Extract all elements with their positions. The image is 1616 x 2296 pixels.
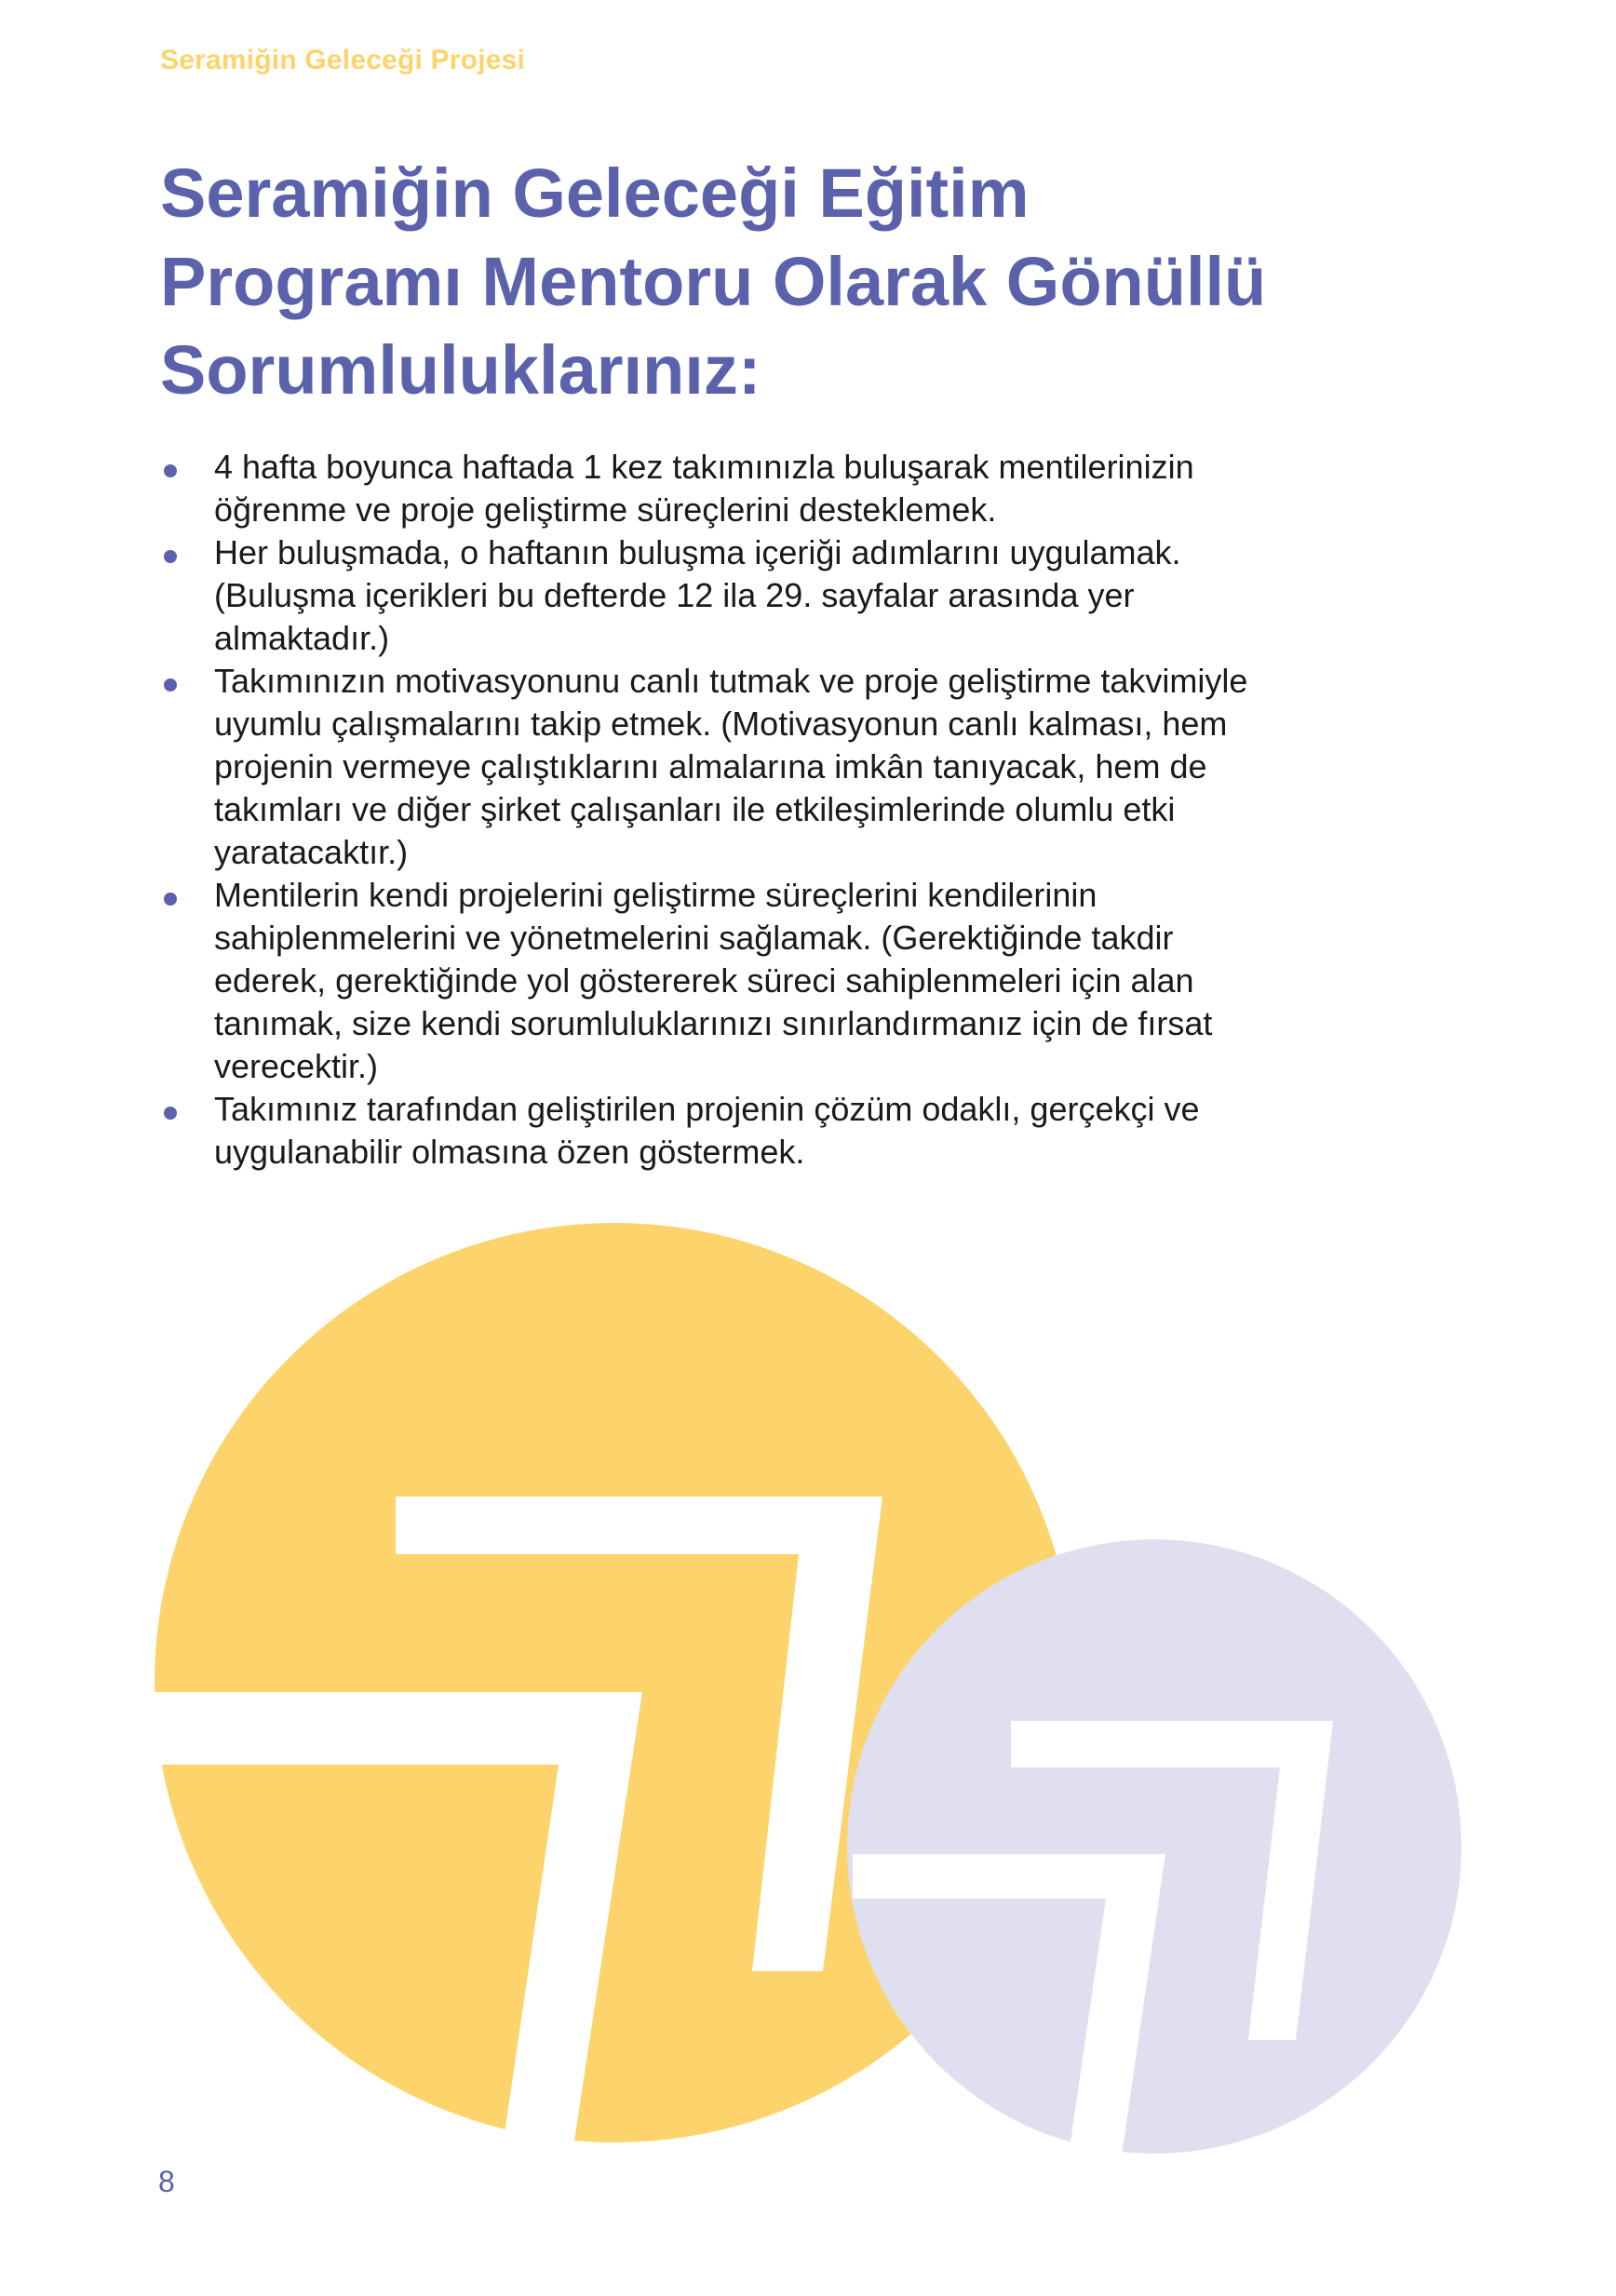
page-number: 8 <box>158 2165 175 2198</box>
responsibility-text-line: öğrenme ve proje geliştirme süreçlerini desteklemek. <box>214 490 997 529</box>
responsibility-text-line: projenin vermeye çalıştıklarını almalarına imkân tanıyacak, hem de <box>214 747 1207 785</box>
responsibility-text-line: Takımınız tarafından geliştirilen projenin çözüm odaklı, gerçekçi ve <box>214 1090 1200 1128</box>
responsibility-text-line: Her buluşmada, o haftanın buluşma içeriği adımlarını uygulamak. <box>214 533 1181 571</box>
page-title-line: Seramiğin Geleceği Eğitim <box>160 154 1030 232</box>
running-header: Seramiğin Geleceği Projesi <box>160 45 526 75</box>
responsibility-text-line: verecektir.) <box>214 1047 379 1085</box>
page-title-line: Sorumluluklarınız: <box>160 331 761 409</box>
page-title-line: Programı Mentoru Olarak Gönüllü <box>160 243 1267 320</box>
responsibility-text-line: (Buluşma içerikleri bu defterde 12 ila 29. sayfalar arasında yer <box>214 576 1135 614</box>
responsibility-text-line: 4 hafta boyunca haftada 1 kez takımınızla buluşarak mentilerinizin <box>214 448 1194 486</box>
responsibility-text-line: tanımak, size kendi sorumluluklarınızı sınırlandırmanız için de fırsat <box>214 1004 1213 1042</box>
responsibility-text-line: uyumlu çalışmalarını takip etmek. (Motivasyonun canlı kalması, hem <box>214 705 1228 743</box>
responsibility-text-line: takımları ve diğer şirket çalışanları ile etkileşimlerinde olumlu etki <box>214 790 1176 828</box>
responsibility-text-line: ederek, gerektiğinde yol göstererek süreci sahiplenmeleri için alan <box>214 961 1194 1000</box>
responsibility-text-line: Mentilerin kendi projelerini geliştirme süreçlerini kendilerinin <box>214 876 1098 914</box>
lavender-circle-shape <box>847 1539 1461 2154</box>
responsibility-text-line: Takımınızın motivasyonunu canlı tutmak ve proje geliştirme takvimiyle <box>214 662 1248 700</box>
responsibility-text-line: sahiplenmelerini ve yönetmelerini sağlamak. (Gerektiğinde takdir <box>214 919 1174 957</box>
responsibility-text-line: almaktadır.) <box>214 619 390 657</box>
responsibility-text-line: uygulanabilir olmasına özen göstermek. <box>214 1133 805 1171</box>
responsibility-text-line: yaratacaktır.) <box>214 833 409 871</box>
